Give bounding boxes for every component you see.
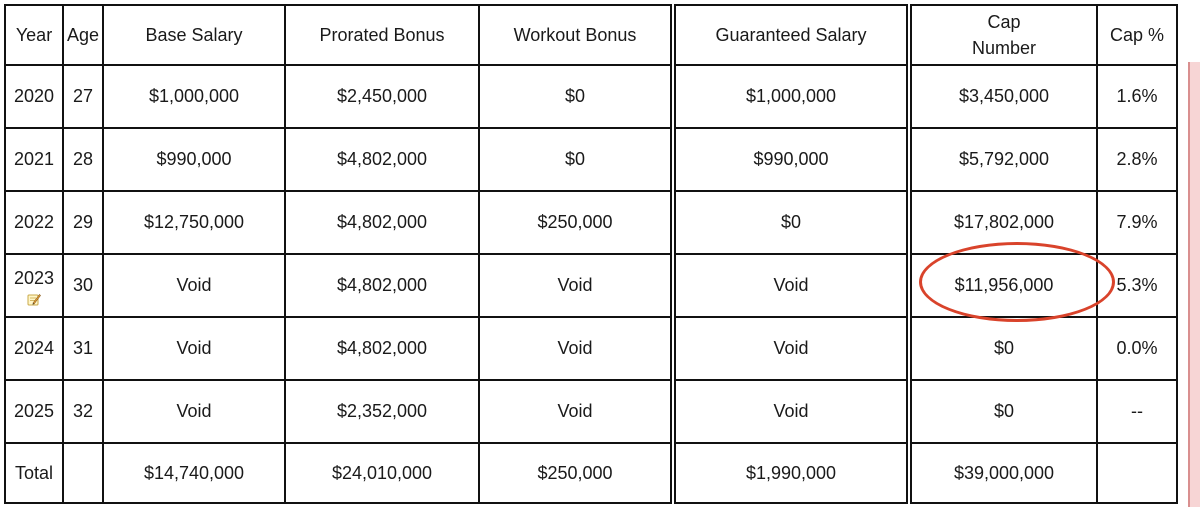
total-cap-number: $39,000,000: [909, 443, 1097, 503]
cell-age: 29: [63, 191, 103, 254]
right-panel-edge: [1188, 62, 1200, 507]
cell-base-salary: $12,750,000: [103, 191, 285, 254]
header-cap-number-line2: Number: [971, 38, 1037, 58]
cell-cap-pct: --: [1097, 380, 1177, 443]
cell-age: 28: [63, 128, 103, 191]
total-age: [63, 443, 103, 503]
total-label: Total: [5, 443, 63, 503]
total-prorated-bonus: $24,010,000: [285, 443, 479, 503]
cell-cap-number: $0: [909, 317, 1097, 380]
cell-workout-bonus: $250,000: [479, 191, 673, 254]
total-workout-bonus: $250,000: [479, 443, 673, 503]
header-cap-number: [909, 5, 1097, 65]
cell-year: 2022: [5, 191, 63, 254]
cell-prorated-bonus: $4,802,000: [285, 317, 479, 380]
cell-guaranteed-salary: $1,000,000: [673, 65, 909, 128]
cell-guaranteed-salary: $0: [673, 191, 909, 254]
cell-year: 2020: [5, 65, 63, 128]
header-cap-number-line1: Cap: [987, 12, 1021, 32]
header-year: Year: [5, 5, 63, 65]
header-prorated-bonus: Prorated Bonus: [285, 5, 479, 65]
cell-cap-pct: 5.3%: [1097, 254, 1177, 317]
cell-guaranteed-salary: Void: [673, 254, 909, 317]
table-row: [5, 128, 1177, 191]
table-row: [5, 254, 1177, 317]
cell-cap-pct: 1.6%: [1097, 65, 1177, 128]
cell-cap-number: $5,792,000: [909, 128, 1097, 191]
header-base-salary: Base Salary: [103, 5, 285, 65]
cell-prorated-bonus: $2,352,000: [285, 380, 479, 443]
cell-workout-bonus: $0: [479, 65, 673, 128]
cell-cap-number: $17,802,000: [909, 191, 1097, 254]
contract-table: [4, 4, 1178, 504]
cell-year: 2024: [5, 317, 63, 380]
cell-prorated-bonus: $4,802,000: [285, 191, 479, 254]
cell-prorated-bonus: $2,450,000: [285, 65, 479, 128]
header-row: [5, 5, 1177, 65]
cell-workout-bonus: Void: [479, 317, 673, 380]
cell-year: 2025: [5, 380, 63, 443]
cell-workout-bonus: $0: [479, 128, 673, 191]
table-row: [5, 380, 1177, 443]
cell-cap-number: $3,450,000: [909, 65, 1097, 128]
cell-age: 27: [63, 65, 103, 128]
header-guaranteed-salary: Guaranteed Salary: [673, 5, 909, 65]
cell-base-salary: Void: [103, 254, 285, 317]
header-age: Age: [63, 5, 103, 65]
cell-age: 31: [63, 317, 103, 380]
cell-year: [5, 254, 63, 317]
total-guaranteed-salary: $1,990,000: [673, 443, 909, 503]
right-panel-edge-top: [1188, 4, 1200, 62]
table-row: [5, 191, 1177, 254]
cell-year-text: 2023: [13, 267, 55, 288]
cell-year: 2021: [5, 128, 63, 191]
cell-guaranteed-salary: Void: [673, 380, 909, 443]
total-base-salary: $14,740,000: [103, 443, 285, 503]
table-row: [5, 317, 1177, 380]
cell-workout-bonus: Void: [479, 254, 673, 317]
total-row: [5, 443, 1177, 503]
header-cap-pct: Cap %: [1097, 5, 1177, 65]
total-cap-pct: [1097, 443, 1177, 503]
cell-age: 32: [63, 380, 103, 443]
cell-cap-number: $0: [909, 380, 1097, 443]
cell-base-salary: $1,000,000: [103, 65, 285, 128]
cell-base-salary: Void: [103, 317, 285, 380]
cell-workout-bonus: Void: [479, 380, 673, 443]
cell-age: 30: [63, 254, 103, 317]
cell-guaranteed-salary: Void: [673, 317, 909, 380]
cell-cap-pct: 7.9%: [1097, 191, 1177, 254]
table-row: [5, 65, 1177, 128]
header-workout-bonus: Workout Bonus: [479, 5, 673, 65]
cell-cap-pct: 2.8%: [1097, 128, 1177, 191]
cell-cap-number: $11,956,000: [909, 254, 1097, 317]
cell-base-salary: Void: [103, 380, 285, 443]
cell-prorated-bonus: $4,802,000: [285, 254, 479, 317]
cell-base-salary: $990,000: [103, 128, 285, 191]
cell-cap-pct: 0.0%: [1097, 317, 1177, 380]
cell-guaranteed-salary: $990,000: [673, 128, 909, 191]
note-pencil-icon[interactable]: [27, 290, 41, 304]
cell-prorated-bonus: $4,802,000: [285, 128, 479, 191]
